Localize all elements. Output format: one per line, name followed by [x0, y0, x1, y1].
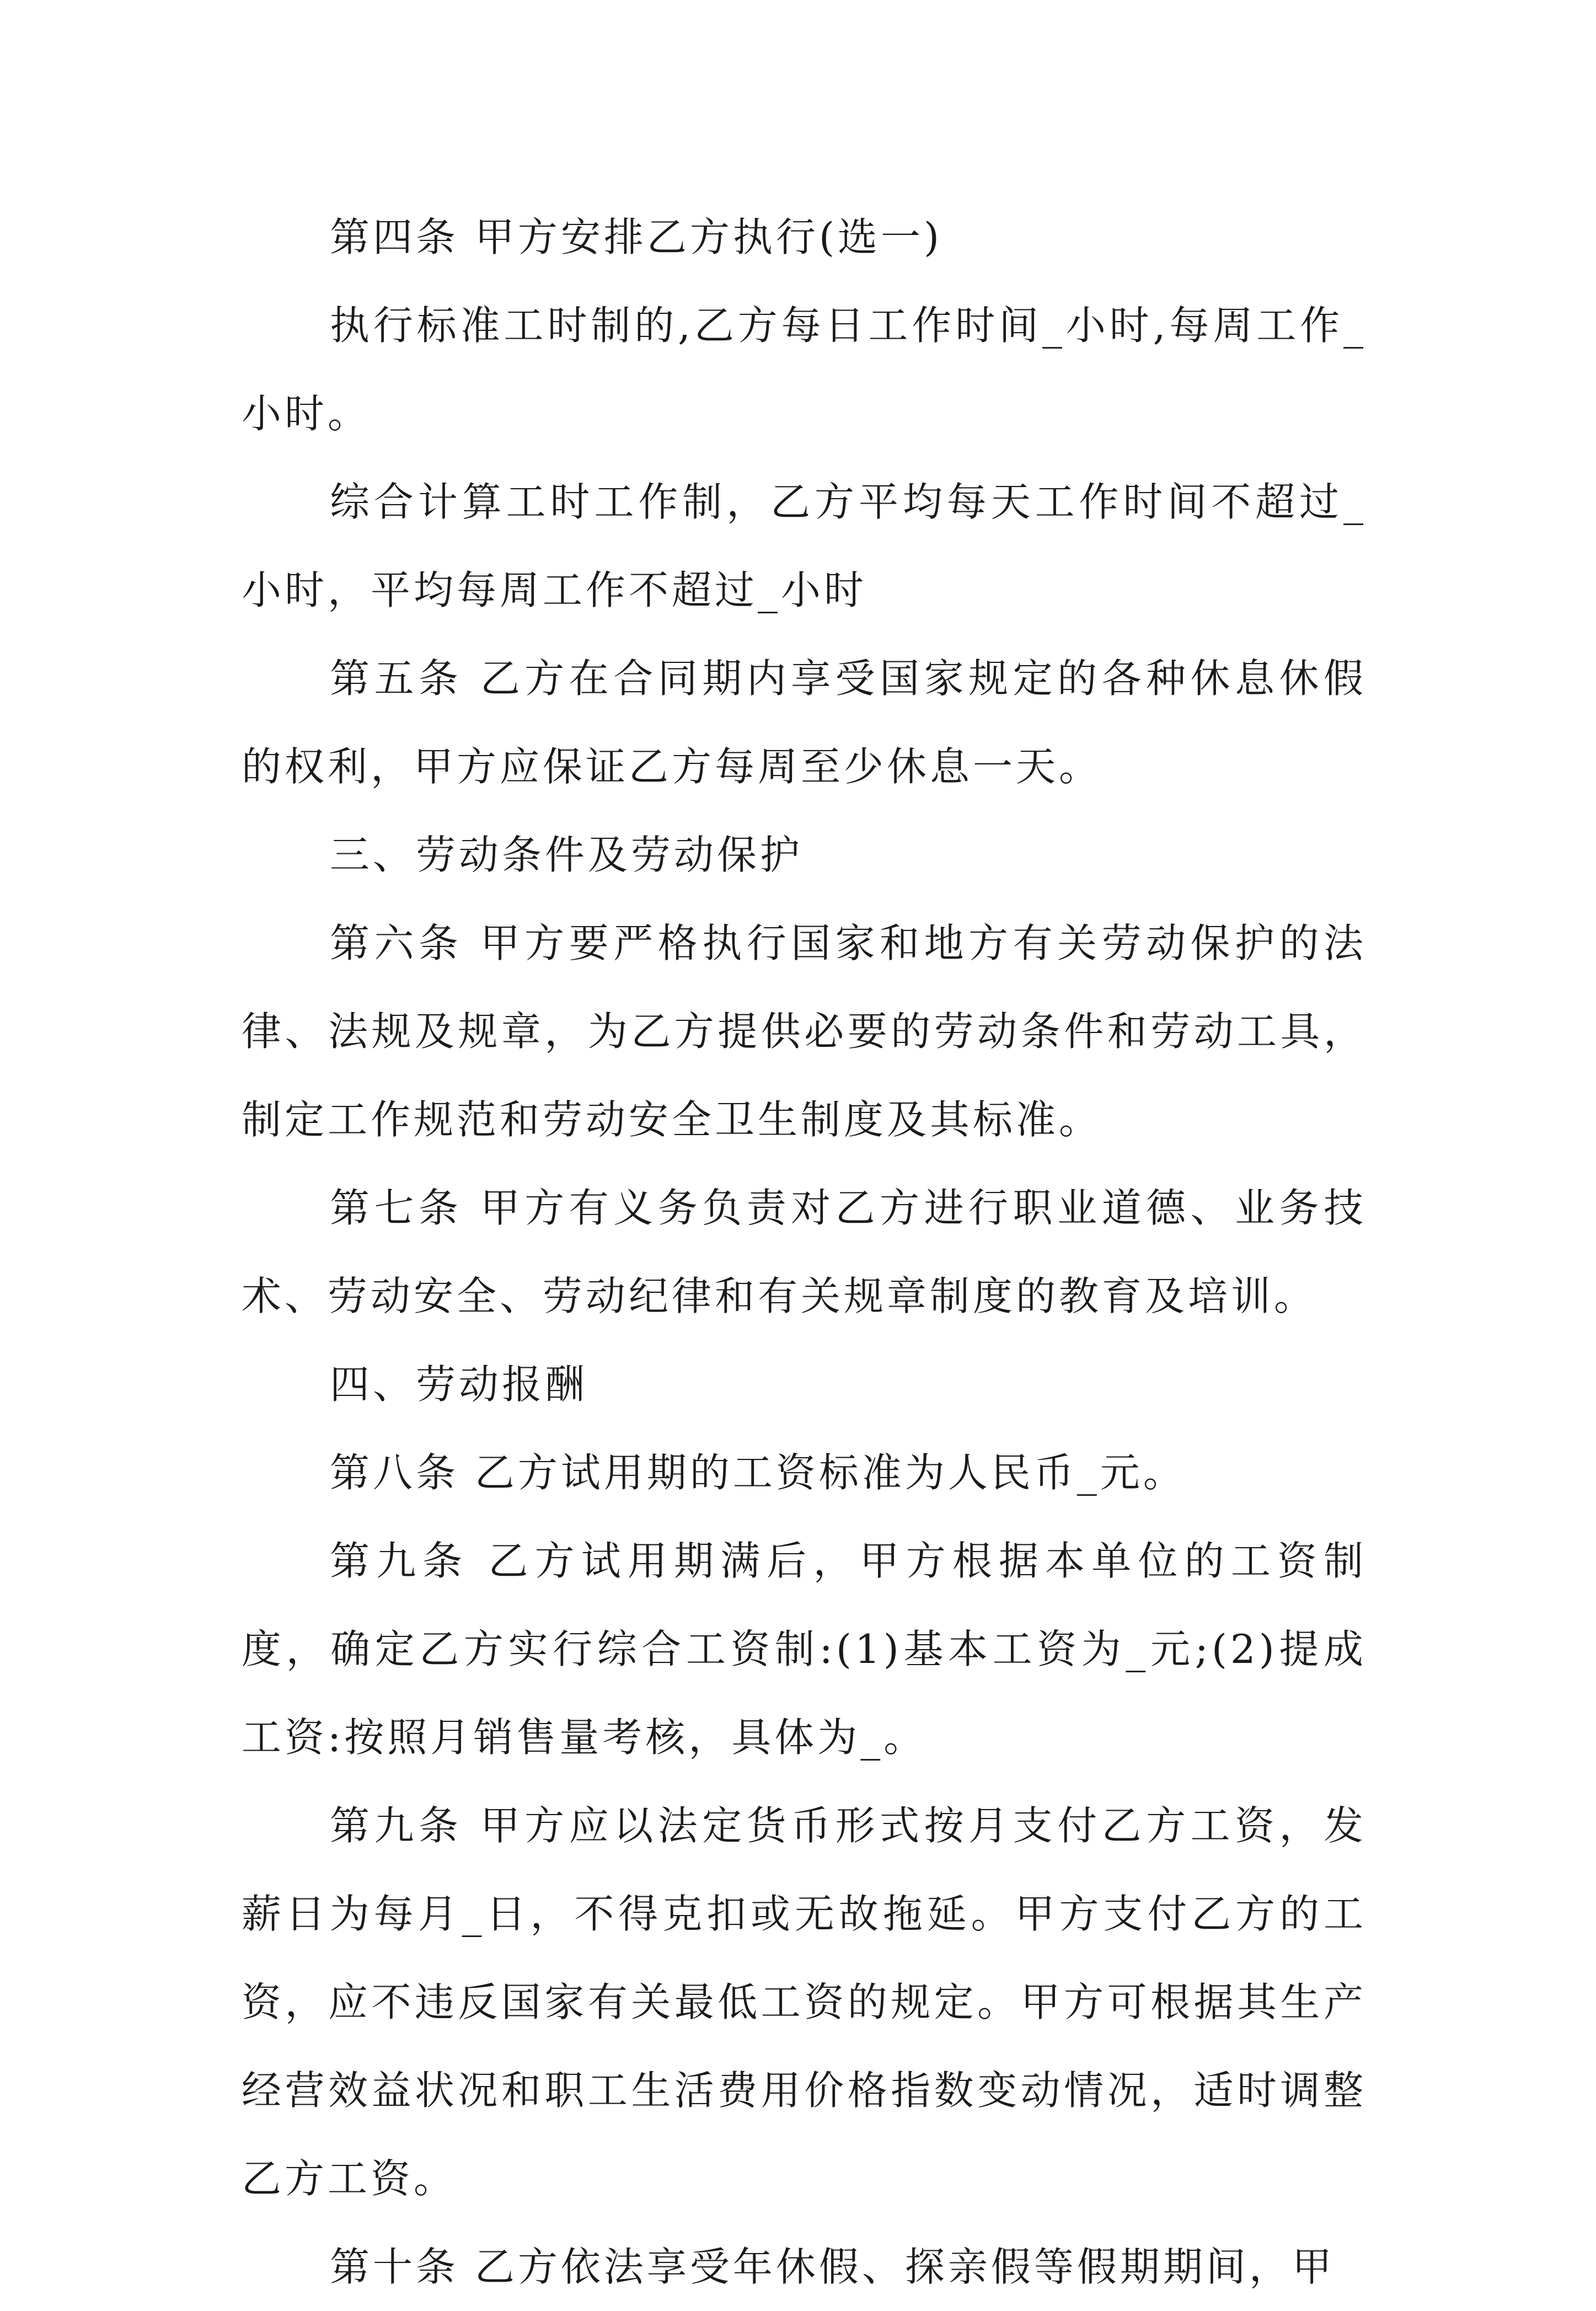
- article-9-payment-paragraph: 第九条 甲方应以法定货币形式按月支付乙方工资，发薪日为每月_日，不得克扣或无故拖延。甲方支付乙方的工资，应不违反国家有关最低工资的规定。甲方可根据其生产经营效益状况和职工生活费用价格指数变动情况，适时调整乙方工资。: [242, 1802, 1367, 2202]
- article-10-paragraph: 第十条 乙方依法享受年休假、探亲假等假期期间，甲: [330, 2244, 1335, 2290]
- document-body: [242, 193, 1367, 2311]
- article-4-heading: 第四条 甲方安排乙方执行(选一): [330, 214, 943, 260]
- article-9-wage-system-paragraph: 第九条 乙方试用期满后，甲方根据本单位的工资制度，确定乙方实行综合工资制:(1)基本工资为_元;(2)提成工资:按照月销售量考核，具体为_。: [242, 1538, 1367, 1761]
- section-4-heading: 四、劳动报酬: [330, 1361, 588, 1408]
- article-7-paragraph: 第七条 甲方有义务负责对乙方进行职业道德、业务技术、劳动安全、劳动纪律和有关规章制度的教育及培训。: [242, 1185, 1367, 1319]
- article-6-paragraph: 第六条 甲方要严格执行国家和地方有关劳动保护的法律、法规及规章，为乙方提供必要的劳动条件和劳动工具，制定工作规范和劳动安全卫生制度及其标准。: [242, 920, 1367, 1143]
- article-8-paragraph: 第八条 乙方试用期的工资标准为人民币_元。: [330, 1449, 1186, 1496]
- standard-hours-paragraph: 执行标准工时制的,乙方每日工作时间_小时,每周工作_小时。: [242, 302, 1367, 437]
- article-5-paragraph: 第五条 乙方在合同期内享受国家规定的各种休息休假的权利，甲方应保证乙方每周至少休息一天。: [242, 655, 1367, 790]
- comprehensive-hours-paragraph: 综合计算工时工作制，乙方平均每天工作时间不超过_小时，平均每周工作不超过_小时: [242, 479, 1367, 613]
- section-3-heading: 三、劳动条件及劳动保护: [330, 832, 804, 878]
